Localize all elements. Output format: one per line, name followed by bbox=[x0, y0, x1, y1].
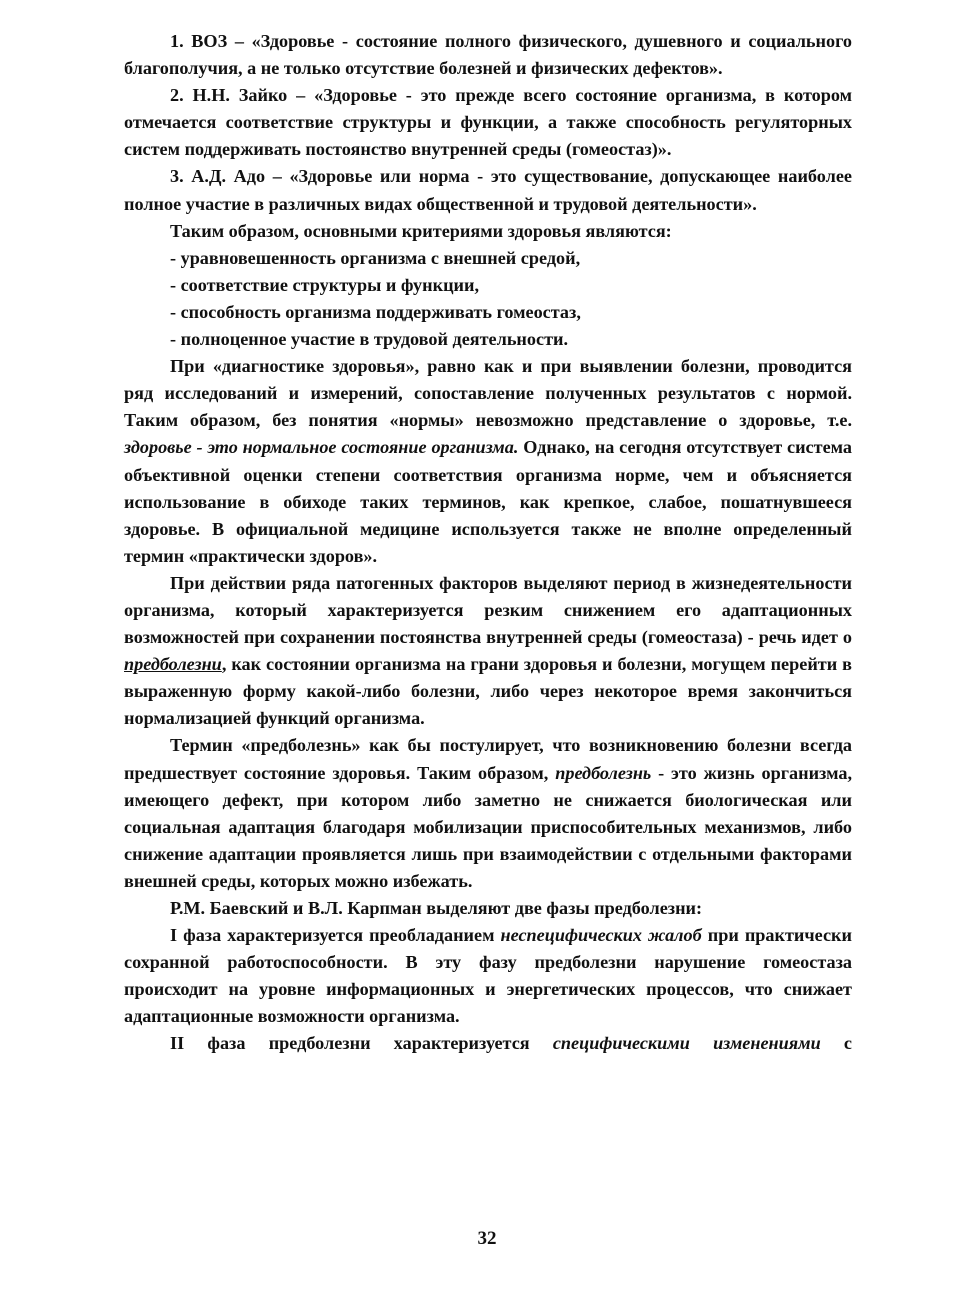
italic-term: неспецифических жалоб bbox=[500, 925, 702, 946]
page-number: 32 bbox=[477, 1228, 497, 1249]
document-page bbox=[124, 28, 852, 1298]
paragraph-text: при практически сохранной работоспособности. В эту фазу предболезни нарушение гомеостаза происходит на уровне информационных и энергетических процессов, что снижает адаптационные возможности организма. bbox=[124, 925, 852, 1027]
paragraph-text: I фаза характеризуется преобладанием bbox=[170, 925, 501, 946]
paragraph-text: При «диагностике здоровья», равно как и при выявлении болезни, проводится ряд исследований и измерений, сопоставление полученных результатов с нормой. Таким образом, без понятия «нормы» невозможно представление о здоровье, т.е. bbox=[124, 356, 852, 431]
criteria-item: - полноценное участие в трудовой деятельности. bbox=[170, 329, 569, 350]
paragraph-phase-2 bbox=[124, 1030, 852, 1057]
paragraph-predisease bbox=[124, 570, 852, 733]
definition-ado: 3. А.Д. Адо – «Здоровье или норма - это существование, допускающее наиболее полное участие в различных видах общественной и трудовой деятельности». bbox=[124, 166, 852, 214]
italic-definition: здоровье - это нормальное состояние организма. bbox=[124, 437, 519, 458]
italic-underlined-term: предболезни bbox=[124, 654, 222, 675]
criteria-intro: Таким образом, основными критериями здоровья являются: bbox=[170, 220, 672, 241]
paragraph-phase-1 bbox=[124, 922, 852, 1030]
paragraph-text: Термин «предболезнь» как бы постулирует, что возникновению болезни всегда предшествует состояние здоровья. Таким образом, bbox=[124, 735, 852, 783]
paragraph-text: II фаза предболезни характеризуется bbox=[170, 1033, 553, 1054]
paragraph-text: с bbox=[820, 1033, 852, 1054]
paragraph-text: - это жизнь организма, имеющего дефект, при котором либо заметно не снижается биологическая или социальная адаптация благодаря мобилизации приспособительных механизмов, либо снижение адаптации проявляется лишь при взаимодействии с отдельными факторами внешней среды, которых можно избежать. bbox=[124, 762, 852, 891]
paragraph-text: , как состоянии организма на грани здоровья и болезни, могущем перейти в выраженную форму какой-либо болезни, либо через некоторое время закончиться нормализацией функций организма. bbox=[124, 654, 852, 729]
paragraph-diagnostics bbox=[124, 353, 852, 570]
criteria-item: - способность организма поддерживать гомеостаз, bbox=[170, 301, 581, 322]
definition-zaiko: 2. Н.Н. Зайко – «Здоровье - это прежде всего состояние организма, в котором отмечается соответствие структуры и функции, а также способность регуляторных систем поддерживать постоянство внутренней среды (гомеостаз)». bbox=[124, 85, 852, 160]
definition-who: 1. ВОЗ – «Здоровье - состояние полного физического, душевного и социального благополучия, а не только отсутствие болезней и физических дефектов». bbox=[124, 31, 852, 79]
paragraph-text: Однако, на сегодня отсутствует система объективной оценки степени соответствия организма норме, чем и объясняется использование в обиходе таких терминов, как крепкое, слабое, пошатнувшееся здоровье. В официальной медицине используется также не вполне определенный термин «практически здоров». bbox=[124, 437, 852, 566]
italic-term: предболезнь bbox=[555, 762, 652, 783]
criteria-item: - уравновешенность организма с внешней средой, bbox=[170, 247, 581, 268]
phases-intro: Р.М. Баевский и В.Л. Карпман выделяют две фазы предболезни: bbox=[170, 898, 703, 918]
paragraph-term bbox=[124, 732, 852, 895]
paragraph-text: При действии ряда патогенных факторов выделяют период в жизнедеятельности организма, который характеризуется резким снижением его адаптационных возможностей при сохранении постоянства внутренней среды (гомеостаза) - речь идет о bbox=[124, 572, 852, 648]
criteria-item: - соответствие структуры и функции, bbox=[170, 274, 480, 295]
italic-term: специфическими изменениями bbox=[552, 1033, 821, 1054]
